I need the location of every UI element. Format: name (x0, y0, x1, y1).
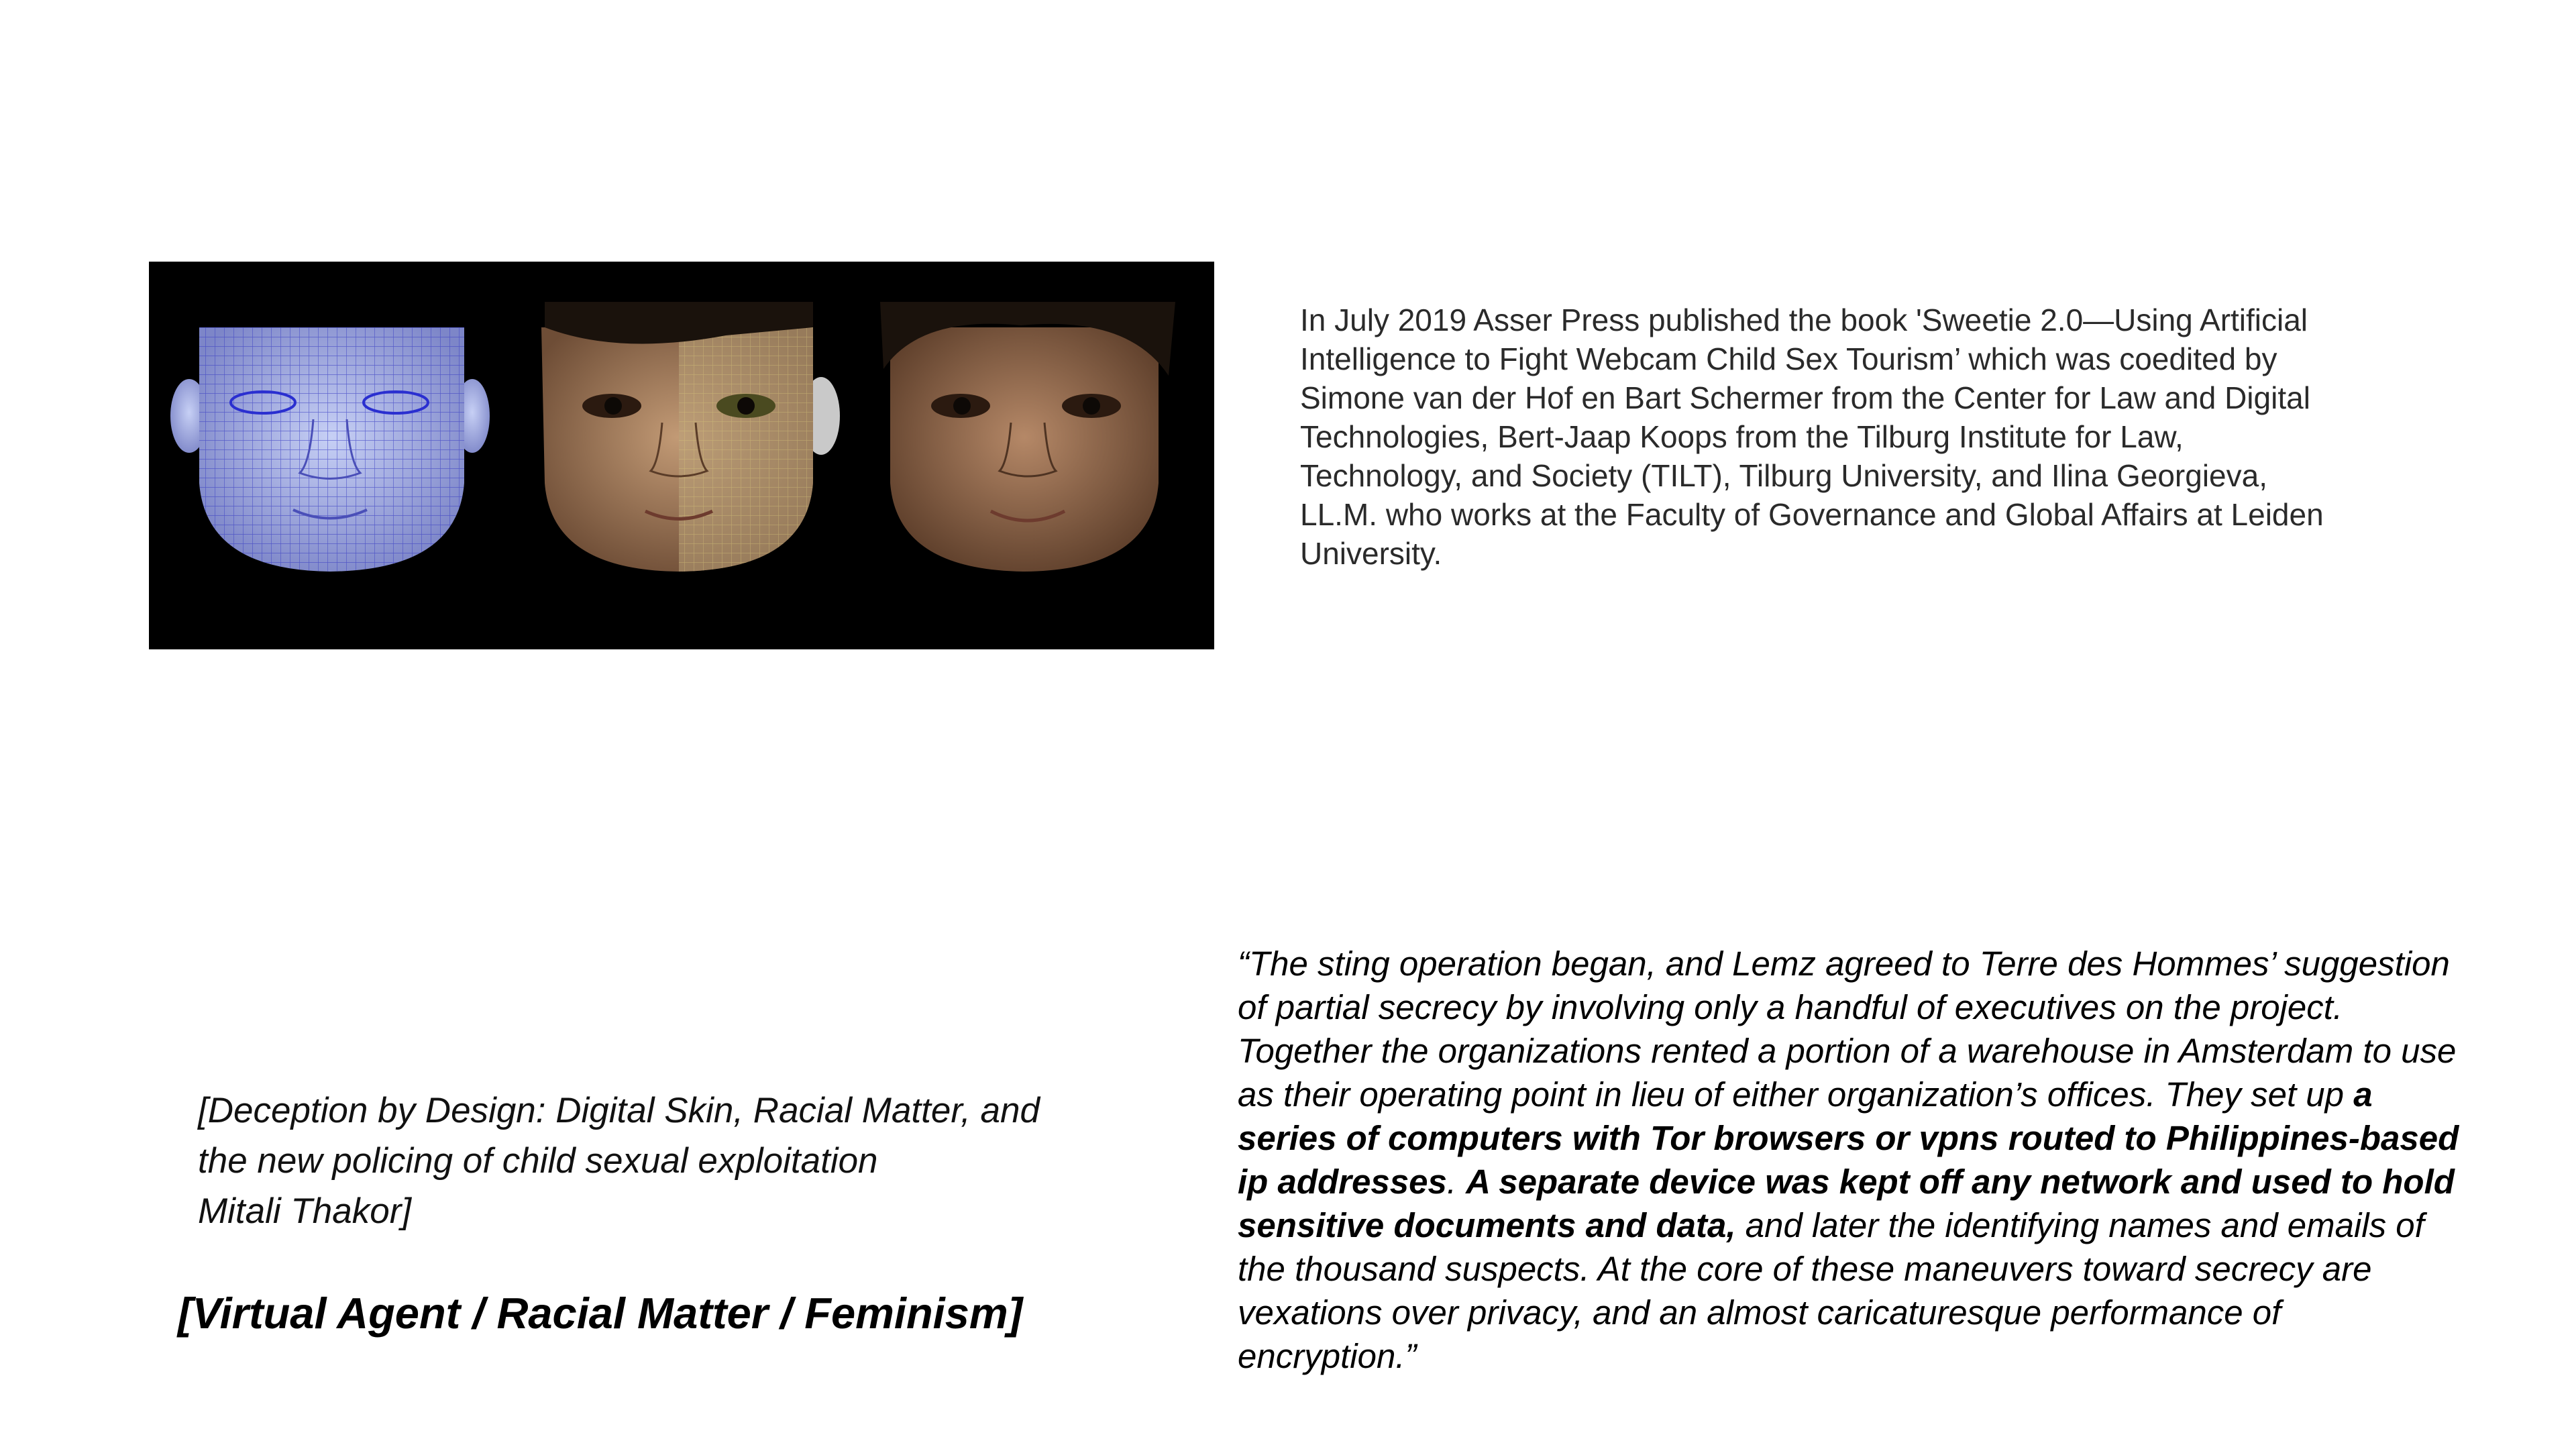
quote-paragraph (1238, 942, 2465, 1378)
citation-line: [Deception by Design: Digital Skin, Racial Matter, and (198, 1091, 1040, 1130)
wireframe-face (170, 327, 490, 572)
citation-line: the new policing of child sexual exploitation (198, 1141, 878, 1181)
rendered-face (877, 302, 1192, 572)
quote-bold-text: a series of computers with Tor browsers or vpns routed to Philippines-based ip addresses (1238, 1075, 2459, 1201)
quote-text: “The sting operation began, and Lemz agreed to Terre des Hommes’ suggestion of partial secrecy by involving only a handful of executives on the project. Together the organizations rented a portion of a warehouse in Amsterdam to use as their operating point in lieu of either organization’s offices. They set up (1238, 945, 2457, 1114)
half-textured-face (525, 302, 840, 572)
book-caption: In July 2019 Asser Press published the book 'Sweetie 2.0—Using Artificial Intelligence to Fight Webcam Child Sex Tourism’ which was coedited by Simone van der Hof en Bart Schermer from the Center for Law and Digital Technologies, Bert-Jaap Koops from the Tilburg Institute for Law, Technology, and Society (TILT), Tilburg University, and Ilina Georgieva, LL.M. who works at the Faculty of Governance and Global Affairs at Leiden University. (1300, 303, 2324, 571)
quote-text: . (1446, 1163, 1466, 1201)
quote-text: and later the identifying names and emails of the thousand suspects. At the core of these maneuvers toward secrecy are vexations over privacy, and an almost caricaturesque performance of encryption.” (1238, 1206, 2424, 1375)
quote-bold-text: A separate device was kept off any network and used to hold sensitive documents and data, (1238, 1163, 2455, 1244)
citation (198, 1085, 1150, 1236)
citation-author: Mitali Thakor] (198, 1191, 412, 1231)
topic-tags: [Virtual Agent / Racial Matter / Feminism] (178, 1289, 1023, 1338)
face-render-sequence-image (149, 262, 1214, 649)
